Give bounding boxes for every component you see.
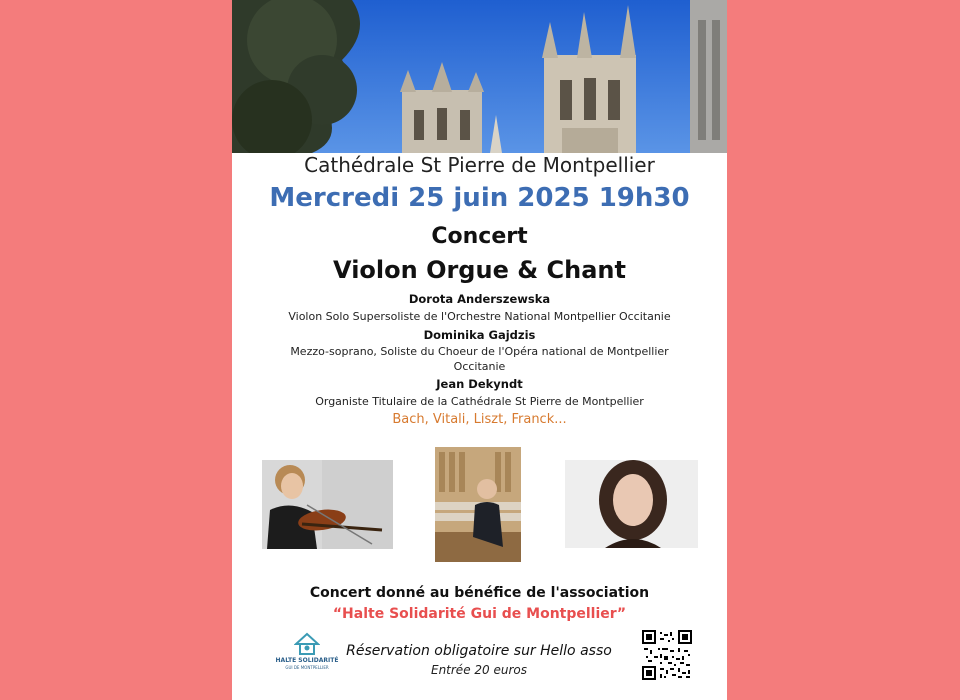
logo-subtitle: GUI DE MONTPELLIER <box>285 665 329 670</box>
concert-date: Mercredi 25 juin 2025 19h30 <box>269 183 690 213</box>
reservation-text: Réservation obligatoire sur Hello asso <box>346 643 612 659</box>
performer-3-role: Organiste Titulaire de la Cathédrale St Pierre de Montpellier <box>315 395 644 408</box>
performer-2-role-cont: Occitanie <box>453 360 506 373</box>
benefit-text: Concert donné au bénéfice de l'association <box>309 585 650 601</box>
performer-3-name: Jean Dekyndt <box>436 377 523 391</box>
program-title: Violon Orgue & Chant <box>333 256 626 284</box>
violinist-photo <box>262 460 393 549</box>
concert-label: Concert <box>431 224 528 249</box>
performer-1-name: Dorota Anderszewska <box>408 292 551 306</box>
entry-price: Entrée 20 euros <box>430 663 527 677</box>
organist-photo <box>435 447 521 562</box>
concert-poster <box>232 0 727 700</box>
singer-photo <box>565 460 698 548</box>
performer-2-role: Mezzo-soprano, Soliste du Choeur de l'Opéra national de Montpellier <box>290 345 669 358</box>
performer-2-name: Dominika Gajdzis <box>423 328 536 342</box>
composers: Bach, Vitali, Liszt, Franck... <box>392 412 567 427</box>
venue: Cathédrale St Pierre de Montpellier <box>304 153 655 177</box>
qr-code[interactable] <box>642 630 692 680</box>
halte-solidarite-logo <box>272 632 342 678</box>
association-name: “Halte Solidarité Gui de Montpellier” <box>332 606 627 622</box>
performer-1-role: Violon Solo Supersoliste de l'Orchestre National Montpellier Occitanie <box>288 310 671 323</box>
house-icon <box>294 632 320 656</box>
logo-title: HALTE SOLIDARITÉ <box>275 657 339 664</box>
cathedral-photo <box>232 0 727 153</box>
